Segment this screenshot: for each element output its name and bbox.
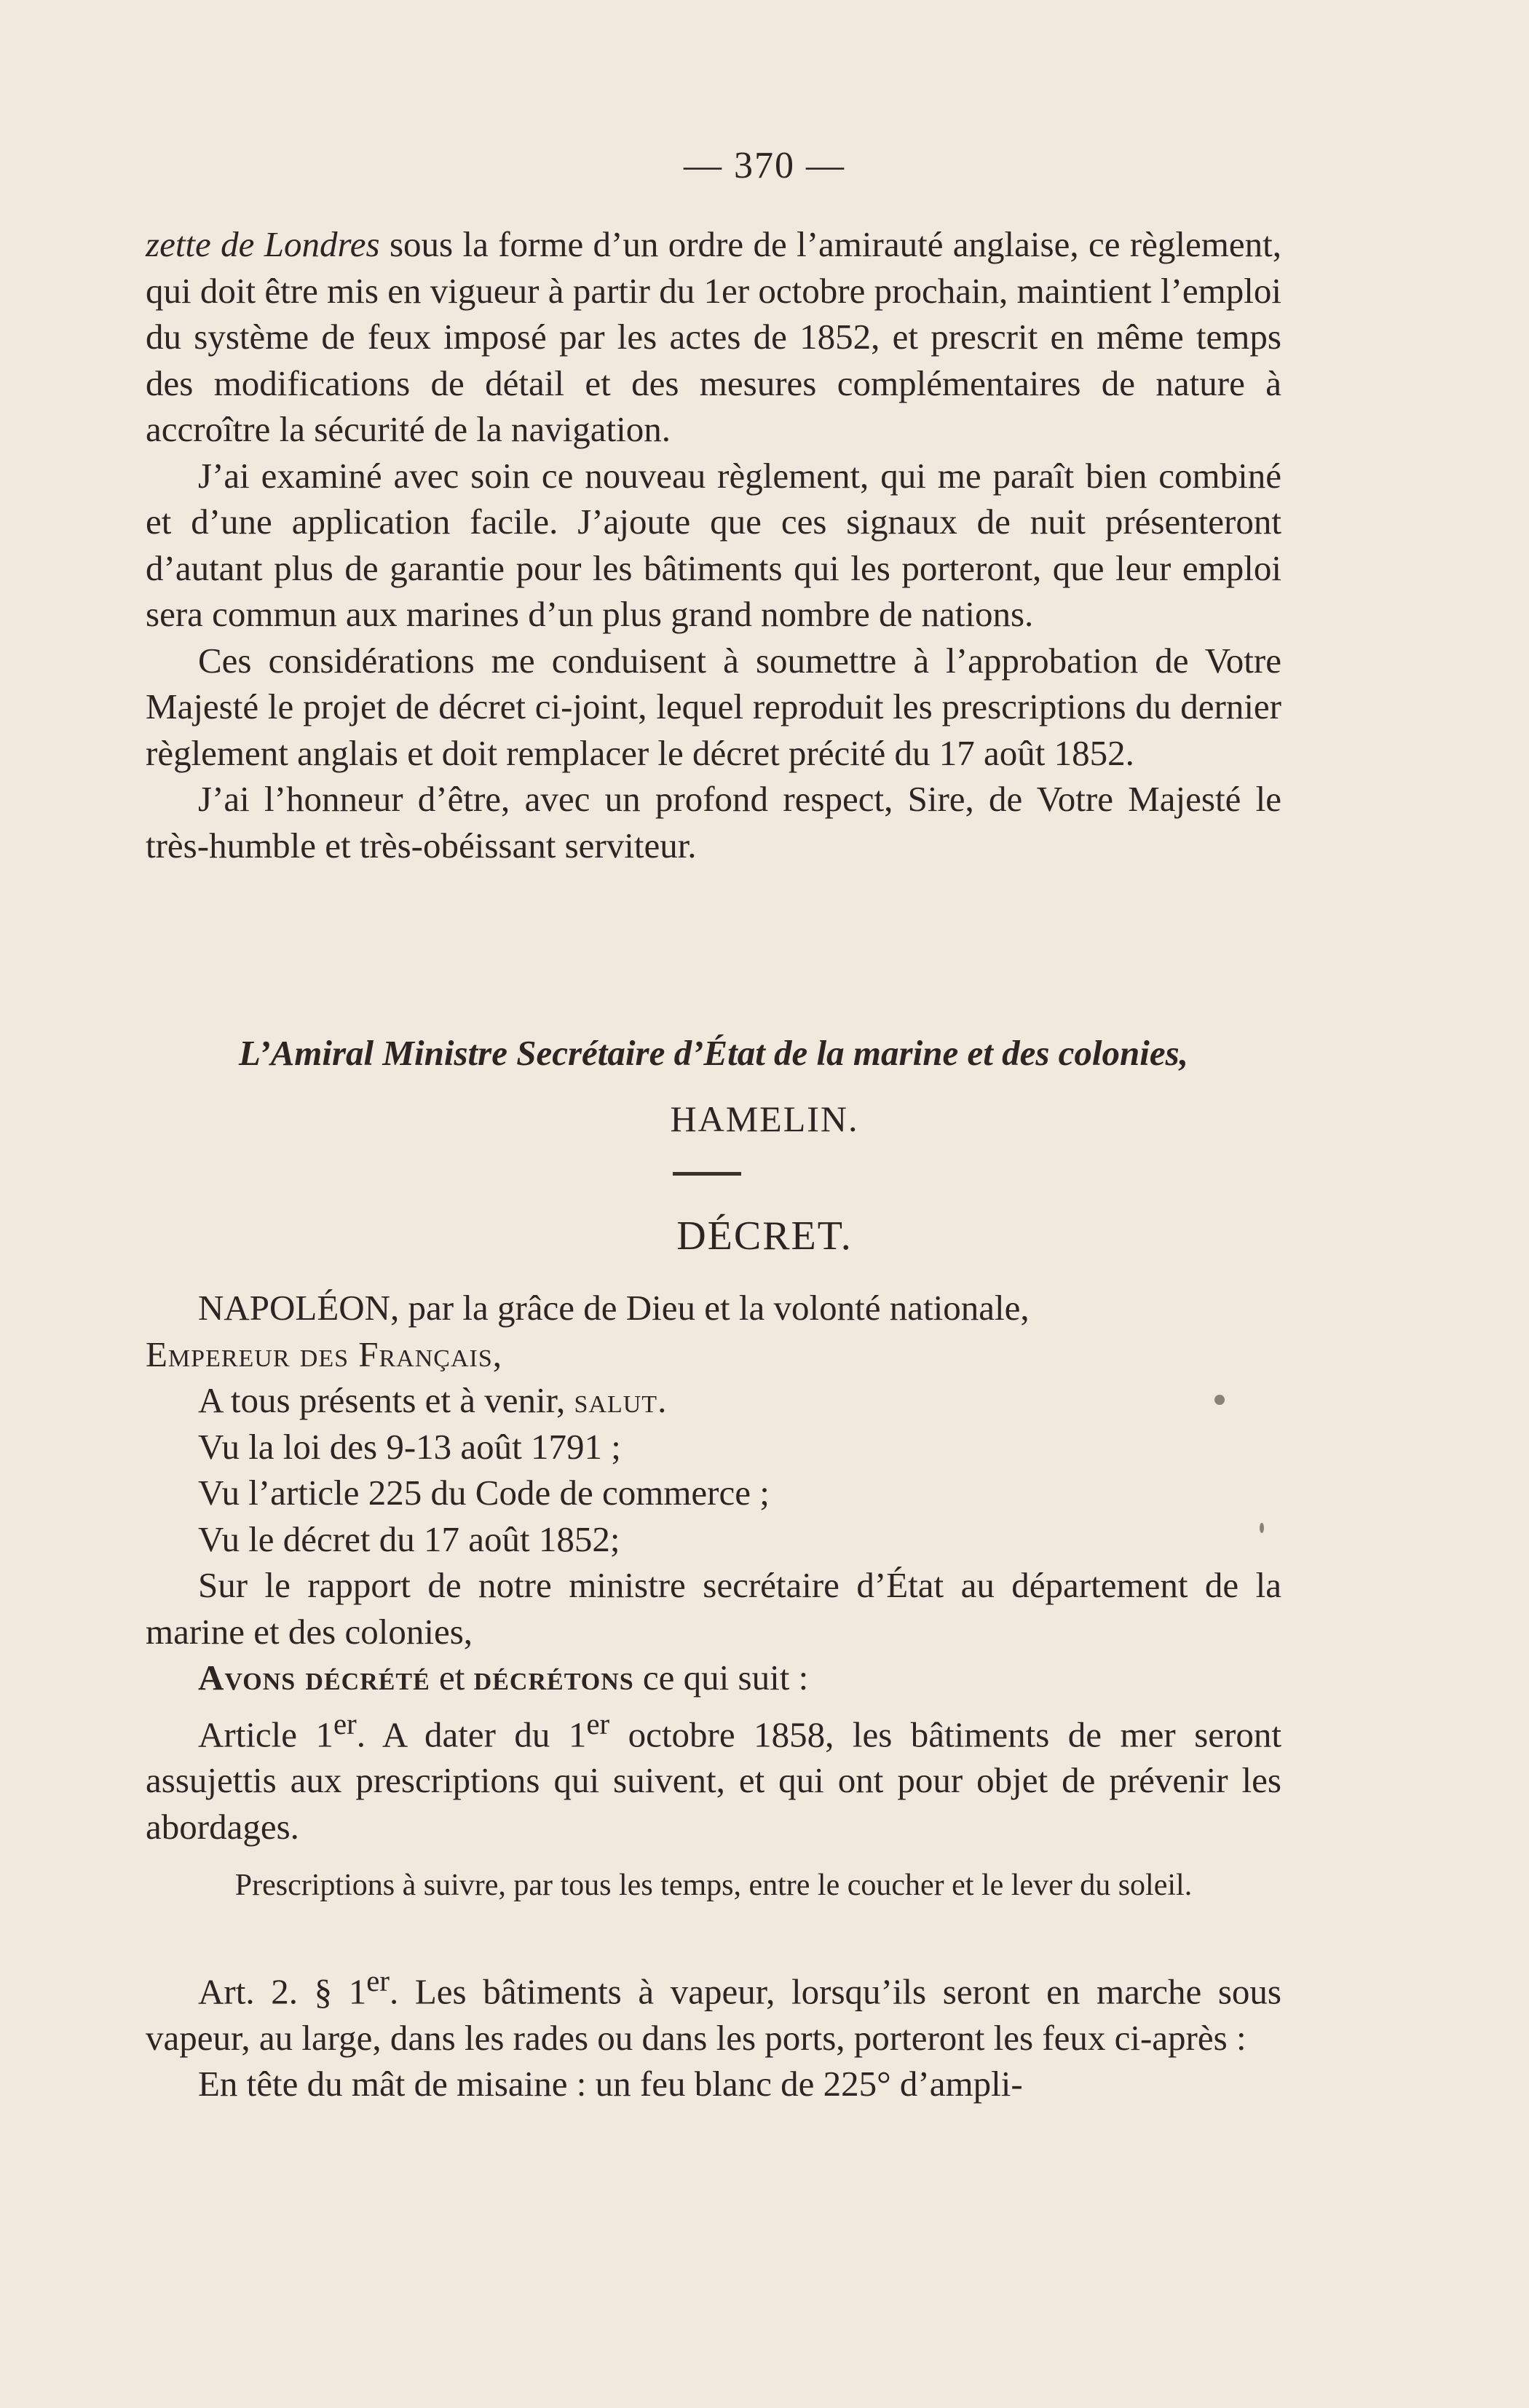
enacting-rest: ce qui suit : [633,1658,809,1698]
enacting-word-1: Avons décrété [198,1658,430,1698]
article-1-text: octobre 1858, les bâtiments de mer seront assujettis aux prescriptions qui suivent, et qui ont pour objet de prévenir les abordages. [146,1714,1281,1847]
decree-heading: DÉCRET. [676,1213,853,1259]
article-2 [146,1958,1281,2061]
superscript: er [586,1707,610,1740]
enacting-and: et [430,1658,474,1698]
greeting-word: salut. [574,1380,668,1420]
ink-speck [1214,1395,1225,1405]
enacting-clause [146,1655,1281,1701]
italic-lead: zette de Londres [146,224,380,264]
section-subheading: Prescriptions à suivre, par tous les temps, entre le coucher et le lever du soleil. [234,1869,1193,1902]
last-line: En tête du mât de misaine : un feu blanc de 225° d’ampli- [198,2064,1023,2104]
decree-text [146,1285,1281,1850]
paragraph: J’ai examiné avec soin ce nouveau règlement, qui me paraît bien combiné et d’une application facile. J’ajoute que ces signaux de nuit présenteront d’autant plus de garantie pour les bâtiments qui les porteront, que leur emploi sera commun aux marines d’un plus grand nombre de nations. [146,455,1281,634]
emperor-name: NAPOLÉON [198,1288,391,1328]
signature-name: HAMELIN. [670,1098,859,1139]
greeting [146,1377,1281,1424]
page-number: — 370 — [684,145,845,186]
article-2-text: . Les bâtiments à vapeur, lorsqu’ils seront en marche sous vapeur, au large, dans les rades ou dans les ports, porteront les feux ci-après : [146,1971,1281,2058]
enacting-word-2: décrétons [473,1658,634,1698]
superscript: er [333,1707,357,1740]
report-text [146,221,1281,868]
article-2-label: Art. 2. § 1 [198,1971,367,2012]
rapport-paragraph: Sur le rapport de notre ministre secrétaire d’État au département de la marine et des colonies, [146,1565,1281,1652]
paragraph: J’ai l’honneur d’être, avec un profond respect, Sire, de Votre Majesté le très-humble et très-obéissant serviteur. [146,779,1281,866]
signature-title: L’Amiral Ministre Secrétaire d’État de la marine et des colonies, [239,1033,1188,1073]
section-divider [673,1172,741,1176]
article-1-label: Article 1 [198,1714,334,1754]
superscript: er [366,1965,390,1997]
continued-paragraph [146,221,1281,453]
preamble [146,1285,1281,1331]
article-1-mid: . A dater du 1 [356,1714,587,1754]
vu-line: Vu la loi des 9-13 août 1791 ; [198,1426,621,1467]
ink-speck [1260,1523,1264,1533]
article-1 [146,1701,1281,1850]
vu-line: Vu l’article 225 du Code de commerce ; [198,1473,770,1513]
paragraph: Ces considérations me conduisent à soumettre à l’approbation de Votre Majesté le projet de décret ci-joint, lequel reproduit les prescriptions du dernier règlement anglais et doit remplacer le décret précité du 17 août 1852. [146,640,1281,773]
emperor-title: Empereur des Français, [146,1334,502,1374]
continued-text: sous la forme d’un ordre de l’amirauté anglaise, ce règlement, qui doit être mis en vigueur à partir du 1er octobre prochain, maintient l’emploi du système de feux imposé par les actes de 1852, et prescrit en même temps des modifications de détail et des mesures complémentaires de nature à accroître la sécurité de la navigation. [146,224,1281,449]
decree-text-continued [146,1958,1281,2107]
preamble-text: , par la grâce de Dieu et la volonté nationale, [390,1288,1030,1328]
vu-line: Vu le décret du 17 août 1852; [198,1518,620,1559]
greeting-text: A tous présents et à venir, [198,1380,574,1420]
